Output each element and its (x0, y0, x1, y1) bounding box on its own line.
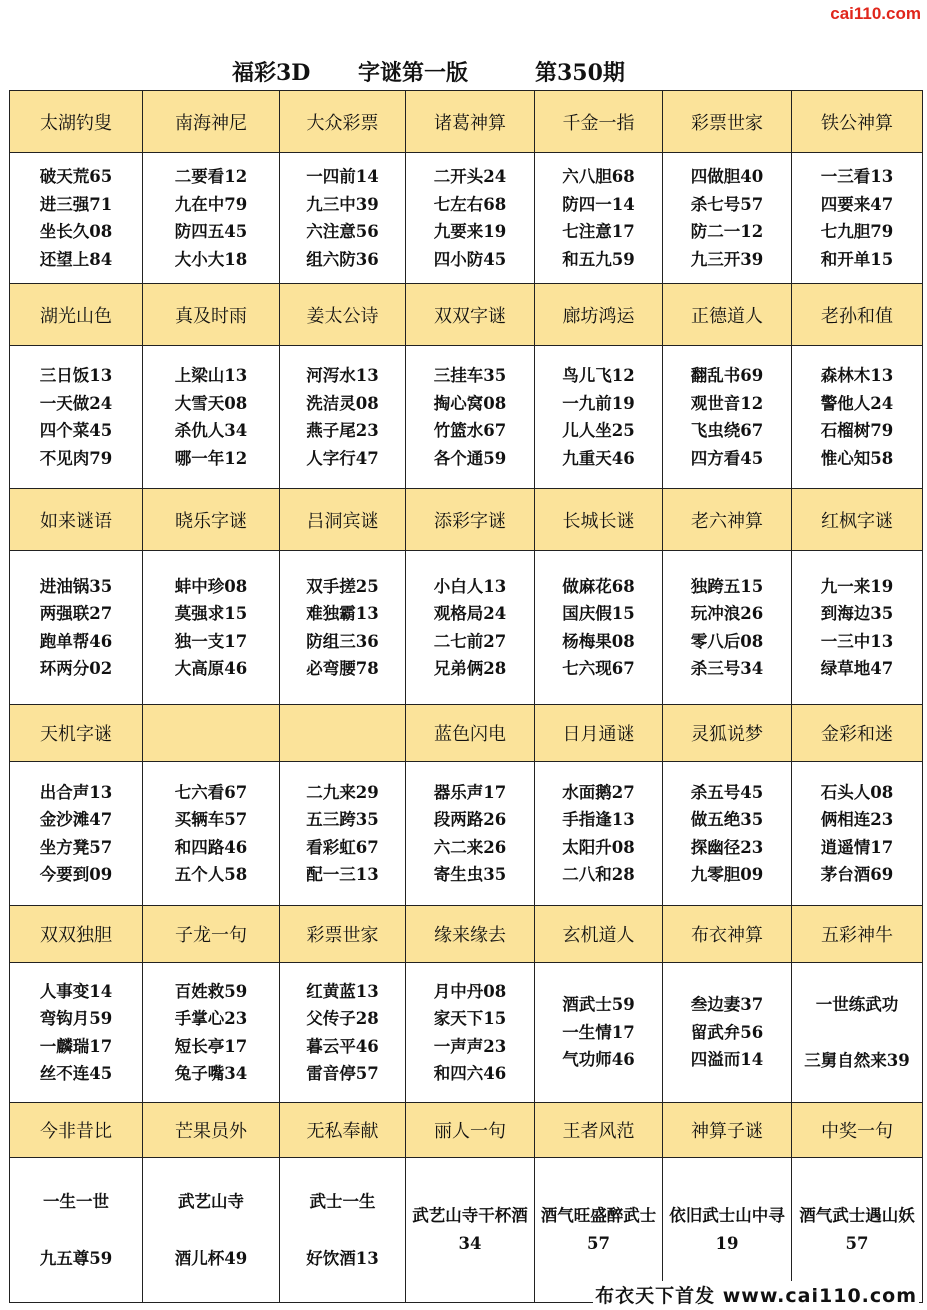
riddle-line: 短长亭17 (174, 1036, 248, 1056)
expert-name-header: 缘来缘去 (406, 906, 535, 963)
riddle-line: 出合声13 (39, 782, 113, 802)
riddle-line: 洗洁灵08 (306, 393, 379, 413)
riddle-line: 不见肉79 (39, 448, 113, 468)
riddle-line: 六八胆68 (562, 167, 635, 186)
riddle-line: 六注意56 (306, 222, 379, 241)
title-game: 福彩3D (232, 60, 311, 86)
expert-name-header: 彩票世家 (280, 906, 406, 963)
riddle-cell (10, 762, 143, 906)
riddle-cell (10, 963, 143, 1103)
riddle-line: 零八后08 (690, 631, 764, 651)
riddle-line: 家天下15 (433, 1009, 507, 1028)
riddle-cell (280, 963, 406, 1103)
riddle-line: 杀仇人34 (174, 421, 248, 440)
riddle-line: 今要到09 (39, 865, 113, 884)
riddle-line: 大小大18 (174, 249, 248, 269)
expert-name-header: 中奖一句 (792, 1103, 923, 1158)
riddle-line: 武艺山寺 (178, 1191, 244, 1211)
riddle-line: 一声声23 (433, 1036, 507, 1056)
riddle-line: 看彩虹67 (306, 837, 379, 857)
riddle-line: 杀五号45 (690, 782, 764, 802)
riddle-cell (406, 551, 535, 705)
riddle-line: 杀三号34 (690, 659, 764, 678)
riddle-line: 五个人58 (174, 865, 248, 884)
expert-name-header: 晓乐字谜 (143, 489, 280, 551)
expert-name-header: 王者风范 (535, 1103, 663, 1158)
riddle-cell (406, 1158, 535, 1303)
page-title (0, 56, 927, 88)
riddle-line: 破天荒65 (39, 167, 113, 186)
riddle-table (9, 90, 923, 1303)
expert-name-header: 今非昔比 (10, 1103, 143, 1158)
riddle-cell (280, 346, 406, 489)
riddle-line: 还望上84 (39, 249, 113, 269)
riddle-line: 四方看45 (690, 448, 764, 468)
riddle-line: 金沙滩47 (39, 810, 113, 829)
riddle-cell (280, 1158, 406, 1303)
riddle-line: 段两路26 (433, 810, 507, 829)
expert-name-header: 双双独胆 (10, 906, 143, 963)
expert-name-header: 湖光山色 (10, 284, 143, 346)
riddle-cell (10, 551, 143, 705)
riddle-line: 四要来47 (820, 194, 894, 214)
riddle-line: 防二一12 (690, 222, 764, 241)
riddle-line: 一四前14 (306, 167, 379, 186)
riddle-cell (792, 153, 923, 284)
riddle-line: 二要看12 (174, 167, 248, 186)
riddle-line: 一九前19 (562, 393, 635, 413)
riddle-line: 绿草地47 (820, 659, 894, 678)
riddle-cell (143, 762, 280, 906)
riddle-line: 叁边妻37 (690, 995, 764, 1015)
riddle-line: 弯钩月59 (39, 1009, 113, 1028)
riddle-line: 一天做24 (39, 393, 113, 413)
expert-name-header: 无私奉献 (280, 1103, 406, 1158)
riddle-line: 森林木13 (820, 366, 894, 385)
riddle-line: 鸟儿飞12 (562, 366, 635, 385)
riddle-cell (10, 346, 143, 489)
riddle-line: 四小防45 (433, 249, 507, 269)
riddle-line: 依旧武士山中寻19 (669, 1206, 785, 1253)
riddle-line: 七六看67 (174, 782, 248, 802)
riddle-line: 雷音停57 (306, 1064, 379, 1083)
riddle-line: 好饮酒13 (306, 1249, 379, 1268)
riddle-line: 丝不连45 (39, 1064, 113, 1083)
riddle-cell (792, 762, 923, 906)
riddle-line: 九重天46 (562, 448, 635, 468)
riddle-line: 武艺山寺干杯酒34 (412, 1206, 528, 1253)
riddle-line: 手指逢13 (562, 810, 635, 829)
riddle-line: 水面鹅27 (562, 782, 635, 802)
expert-name-header (280, 705, 406, 762)
expert-name-header: 如来谜语 (10, 489, 143, 551)
riddle-cell (535, 153, 663, 284)
expert-name-header: 太湖钓叟 (10, 91, 143, 153)
riddle-line: 俩相连23 (820, 810, 894, 829)
riddle-line: 蚌中珍08 (174, 576, 248, 596)
riddle-line: 七六现67 (562, 659, 635, 678)
riddle-line: 坐方凳57 (39, 837, 113, 857)
riddle-line: 和开单15 (820, 249, 894, 269)
riddle-line: 做五绝35 (690, 810, 764, 829)
expert-name-header: 长城长谜 (535, 489, 663, 551)
riddle-line: 逍遥情17 (820, 837, 894, 857)
riddle-line: 气功师46 (562, 1050, 635, 1070)
riddle-cell (792, 346, 923, 489)
riddle-line: 独跨五15 (690, 576, 764, 596)
riddle-line: 暮云平46 (306, 1036, 379, 1056)
riddle-cell (143, 153, 280, 284)
riddle-line: 竹篮水67 (433, 421, 507, 440)
riddle-line: 翻乱书69 (690, 366, 764, 385)
expert-name-header: 添彩字谜 (406, 489, 535, 551)
riddle-line: 玩冲浪26 (690, 604, 764, 623)
riddle-cell (10, 1158, 143, 1303)
riddle-line: 百姓救59 (174, 981, 248, 1001)
riddle-cell (143, 963, 280, 1103)
riddle-line: 兔子嘴34 (174, 1064, 248, 1083)
riddle-line: 九在中79 (174, 194, 248, 214)
riddle-line: 四做胆40 (690, 167, 764, 186)
riddle-line: 小白人13 (433, 576, 507, 596)
riddle-line: 杨梅果08 (562, 631, 635, 651)
expert-name-header: 老孙和值 (792, 284, 923, 346)
riddle-line: 跑单帮46 (39, 631, 113, 651)
riddle-line: 七注意17 (562, 222, 635, 241)
riddle-line: 组六防36 (306, 249, 379, 269)
riddle-cell (663, 153, 792, 284)
expert-name-header: 子龙一句 (143, 906, 280, 963)
riddle-cell (535, 963, 663, 1103)
riddle-line: 红黄蓝13 (306, 981, 379, 1001)
expert-name-header: 南海神尼 (143, 91, 280, 153)
footer-banner: 布衣天下首发 www.cai110.com (593, 1281, 919, 1308)
riddle-line: 警他人24 (820, 393, 894, 413)
riddle-line: 石头人08 (820, 782, 894, 802)
riddle-line: 一生一世 (43, 1191, 109, 1211)
riddle-line: 留武弁56 (690, 1022, 764, 1042)
riddle-cell (663, 551, 792, 705)
expert-name-header: 诸葛神算 (406, 91, 535, 153)
riddle-line: 一麟瑞17 (39, 1036, 113, 1056)
riddle-line: 父传子28 (306, 1009, 379, 1028)
expert-name-header: 芒果员外 (143, 1103, 280, 1158)
riddle-line: 九一来19 (820, 576, 894, 596)
expert-name-header: 丽人一句 (406, 1103, 535, 1158)
riddle-line: 兄弟俩28 (433, 659, 507, 678)
riddle-line: 四溢而14 (690, 1050, 764, 1070)
riddle-cell (535, 762, 663, 906)
riddle-line: 进三强71 (39, 194, 113, 214)
riddle-line: 防四一14 (562, 194, 635, 214)
riddle-line: 探幽径23 (690, 837, 764, 857)
riddle-line: 惟心知58 (820, 448, 894, 468)
riddle-line: 各个通59 (433, 448, 507, 468)
riddle-cell (406, 346, 535, 489)
expert-name-header: 蓝色闪电 (406, 705, 535, 762)
riddle-line: 买辆车57 (174, 810, 248, 829)
riddle-line: 手掌心23 (174, 1009, 248, 1028)
expert-name-header: 正德道人 (663, 284, 792, 346)
expert-name-header: 日月通谜 (535, 705, 663, 762)
riddle-line: 大高原46 (174, 659, 248, 678)
riddle-line: 寄生虫35 (433, 865, 507, 884)
riddle-cell (792, 963, 923, 1103)
riddle-line: 和五九59 (562, 249, 635, 269)
riddle-line: 掏心窝08 (433, 393, 507, 413)
riddle-line: 酒气武士遇山妖57 (799, 1206, 915, 1253)
riddle-line: 河泻水13 (306, 366, 379, 385)
riddle-cell (280, 762, 406, 906)
title-issue: 第350期 (535, 60, 625, 86)
riddle-line: 观格局24 (433, 604, 507, 623)
riddle-line: 人事变14 (39, 981, 113, 1001)
riddle-line: 两强联27 (39, 604, 113, 623)
riddle-line: 人字行47 (306, 448, 379, 468)
expert-name-header: 大众彩票 (280, 91, 406, 153)
riddle-line: 二九来29 (306, 782, 379, 802)
riddle-cell (406, 762, 535, 906)
riddle-line: 九五尊59 (39, 1249, 113, 1268)
riddle-cell (143, 346, 280, 489)
riddle-line: 做麻花68 (562, 576, 635, 596)
riddle-line: 酒儿杯49 (174, 1249, 248, 1268)
riddle-line: 防四五45 (174, 222, 248, 241)
riddle-line: 三舅自然来39 (804, 1050, 910, 1070)
expert-name-header: 廊坊鸿运 (535, 284, 663, 346)
riddle-line: 二开头24 (433, 167, 507, 186)
riddle-line: 坐长久08 (39, 222, 113, 241)
title-edition: 字谜第一版 (358, 60, 469, 86)
riddle-line: 莫强求15 (174, 604, 248, 623)
riddle-cell (280, 551, 406, 705)
expert-name-header: 老六神算 (663, 489, 792, 551)
riddle-line: 难独霸13 (306, 604, 379, 623)
riddle-line: 九要来19 (433, 222, 507, 241)
riddle-line: 酒气旺盛醉武士57 (540, 1206, 657, 1253)
expert-name-header: 布衣神算 (663, 906, 792, 963)
riddle-line: 三日饭13 (39, 366, 113, 385)
expert-name-header: 神算子谜 (663, 1103, 792, 1158)
riddle-line: 杀七号57 (690, 194, 764, 214)
riddle-line: 四个菜45 (39, 421, 113, 440)
expert-name-header: 五彩神牛 (792, 906, 923, 963)
riddle-line: 双手搓25 (306, 576, 379, 596)
expert-name-header: 灵狐说梦 (663, 705, 792, 762)
expert-name-header: 千金一指 (535, 91, 663, 153)
riddle-line: 九三开39 (690, 249, 764, 269)
expert-name-header: 天机字谜 (10, 705, 143, 762)
riddle-line: 一世练武功 (815, 994, 899, 1014)
riddle-line: 七九胆79 (820, 222, 894, 241)
expert-name-header: 彩票世家 (663, 91, 792, 153)
expert-name-header: 玄机道人 (535, 906, 663, 963)
riddle-line: 三挂车35 (433, 366, 507, 385)
riddle-cell (663, 762, 792, 906)
riddle-line: 到海边35 (820, 604, 894, 623)
riddle-cell (143, 1158, 280, 1303)
riddle-line: 和四六46 (433, 1064, 507, 1083)
riddle-cell (143, 551, 280, 705)
riddle-line: 一三中13 (820, 631, 894, 651)
expert-name-header: 金彩和迷 (792, 705, 923, 762)
riddle-line: 防组三36 (306, 631, 379, 651)
expert-name-header (143, 705, 280, 762)
riddle-line: 哪一年12 (174, 448, 248, 468)
expert-name-header: 双双字谜 (406, 284, 535, 346)
riddle-line: 上梁山13 (174, 366, 248, 385)
riddle-line: 五三跨35 (306, 810, 379, 829)
riddle-line: 和四路46 (174, 837, 248, 857)
expert-name-header: 真及时雨 (143, 284, 280, 346)
riddle-line: 茅台酒69 (820, 865, 894, 884)
riddle-line: 进油锅35 (39, 576, 113, 596)
expert-name-header: 铁公神算 (792, 91, 923, 153)
riddle-cell (10, 153, 143, 284)
riddle-line: 配一三13 (306, 865, 379, 884)
expert-name-header: 红枫字谜 (792, 489, 923, 551)
riddle-line: 九三中39 (306, 194, 379, 214)
riddle-cell (280, 153, 406, 284)
riddle-line: 酒武士59 (562, 995, 635, 1015)
riddle-line: 燕子尾23 (306, 421, 379, 440)
riddle-line: 武士一生 (309, 1191, 376, 1211)
site-logo: cai110.com (830, 4, 921, 23)
riddle-line: 太阳升08 (562, 837, 635, 857)
riddle-line: 大雪天08 (174, 393, 248, 413)
riddle-line: 儿人坐25 (562, 421, 635, 440)
riddle-line: 国庆假15 (562, 604, 635, 623)
riddle-line: 石榴树79 (820, 421, 894, 440)
riddle-line: 环两分02 (39, 659, 113, 678)
riddle-line: 二八和28 (562, 865, 635, 884)
riddle-cell (535, 346, 663, 489)
riddle-line: 九零胆09 (690, 865, 764, 884)
expert-name-header: 姜太公诗 (280, 284, 406, 346)
riddle-line: 飞虫绕67 (690, 421, 764, 440)
riddle-cell (535, 551, 663, 705)
riddle-line: 六二来26 (433, 837, 507, 857)
riddle-cell (406, 153, 535, 284)
riddle-line: 二七前27 (433, 631, 507, 651)
riddle-line: 一生情17 (562, 1022, 635, 1042)
riddle-cell (663, 963, 792, 1103)
riddle-line: 独一支17 (174, 631, 248, 651)
riddle-cell (792, 551, 923, 705)
riddle-line: 必弯腰78 (306, 659, 379, 678)
riddle-line: 月中丹08 (433, 981, 507, 1001)
riddle-line: 器乐声17 (433, 782, 507, 802)
riddle-line: 观世音12 (690, 393, 764, 413)
riddle-cell (406, 963, 535, 1103)
riddle-cell (663, 346, 792, 489)
expert-name-header: 吕洞宾谜 (280, 489, 406, 551)
riddle-line: 七左右68 (433, 194, 507, 214)
riddle-line: 一三看13 (820, 167, 894, 186)
